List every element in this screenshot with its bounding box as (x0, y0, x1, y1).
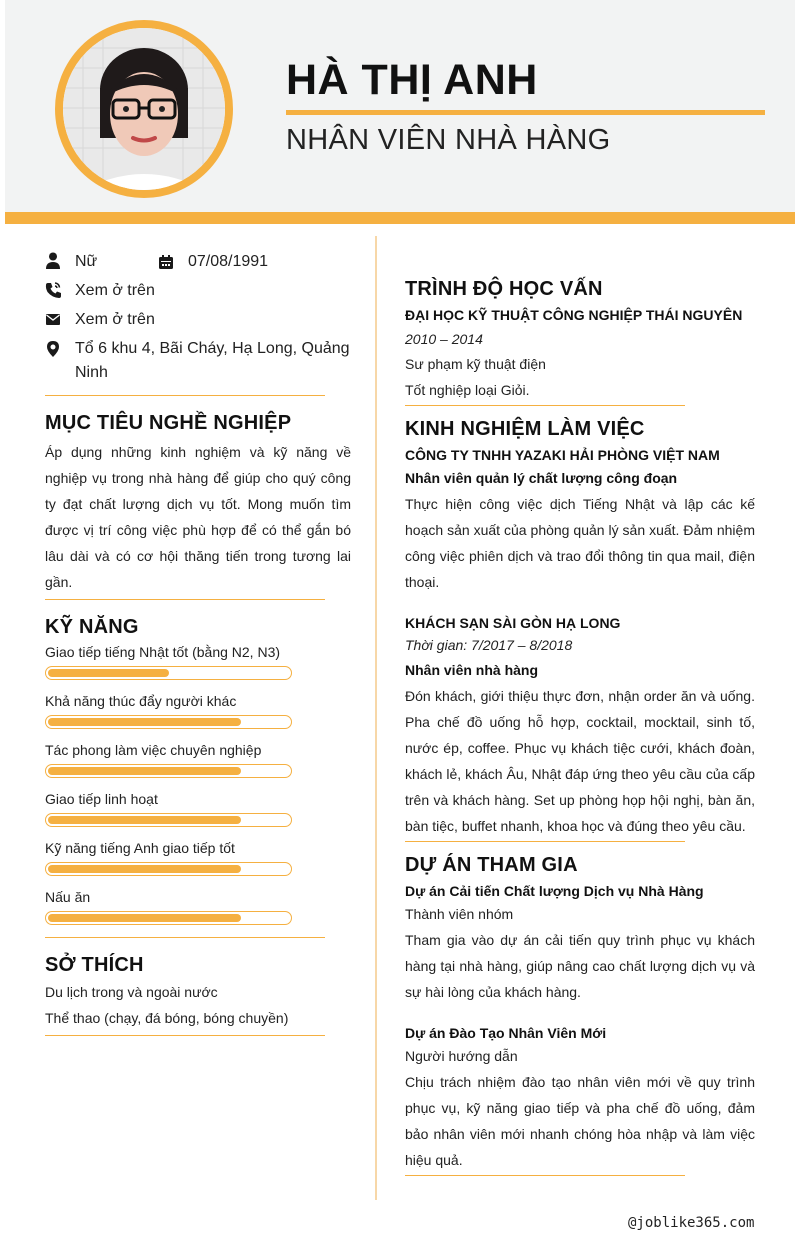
separator (45, 937, 325, 938)
education-period: 2010 – 2014 (405, 331, 483, 347)
phone-icon (45, 281, 61, 299)
envelope-icon (45, 310, 61, 328)
projects-title: DỰ ÁN THAM GIA (405, 854, 578, 876)
job-role: Nhân viên nhà hàng (405, 662, 539, 678)
skill-item (45, 692, 351, 729)
company-name: CÔNG TY TNHH YAZAKI HẢI PHÒNG VIỆT NAM (405, 447, 720, 463)
hobby-item: Thể thao (chạy, đá bóng, bóng chuyền) (45, 1010, 289, 1026)
hobbies-title: SỞ THÍCH (45, 954, 144, 976)
column-divider (375, 236, 377, 1200)
skill-bar (45, 911, 292, 925)
hobby-item: Du lịch trong và ngoài nước (45, 984, 218, 1000)
avatar (55, 20, 233, 198)
separator (45, 395, 325, 396)
skill-bar (45, 862, 292, 876)
phone-row (45, 279, 351, 308)
skill-item (45, 643, 351, 680)
name-underline (286, 110, 765, 115)
skill-bar-fill (48, 816, 241, 824)
job-period: Thời gian: 7/2017 – 8/2018 (405, 637, 573, 653)
skills-title: KỸ NĂNG (45, 616, 139, 638)
gender-value: Nữ (75, 253, 98, 270)
separator (45, 599, 325, 600)
skills-list (45, 643, 351, 925)
email-value: Xem ở trên (75, 311, 155, 328)
skill-item (45, 741, 351, 778)
skill-bar-fill (48, 669, 169, 677)
project-name: Dự án Đào Tạo Nhân Viên Mới (405, 1025, 607, 1041)
skill-bar (45, 715, 292, 729)
education-result: Tốt nghiệp loại Giỏi. (405, 382, 530, 398)
location-pin-icon (45, 340, 61, 358)
skill-bar-fill (48, 767, 241, 775)
project-role: Người hướng dẫn (405, 1048, 518, 1064)
job-description: Thực hiện công việc dịch Tiếng Nhật và lập các kế hoạch sản xuất của phòng quản lý sản xuất. Đảm nhiệm công việc phiên dịch và trao đổi thông tin qua mail, điện thoại. (405, 496, 755, 590)
skill-bar (45, 813, 292, 827)
profile-photo (63, 28, 225, 190)
skill-item (45, 839, 351, 876)
person-icon (45, 252, 61, 270)
left-column (45, 250, 351, 1036)
project-description: Chịu trách nhiệm đào tạo nhân viên mới về quy trình phục vụ, kỹ năng giao tiếp và pha chế đồ uống, đảm bảo nhân viên mới nhanh chóng hòa nhập và làm việc hiệu quả. (405, 1074, 755, 1168)
skill-label: Giao tiếp linh hoạt (45, 791, 158, 807)
skill-bar-fill (48, 865, 241, 873)
objective-text: Áp dụng những kinh nghiệm và kỹ năng về nghiệp vụ trong nhà hàng để giúp cho quý công ty đạt chất lượng dịch vụ tốt. Mong muốn tìm được vị trí công việc phù hợp để có thể gắn bó lâu dài và có cơ hội thăng tiến trong tương lai gần. (45, 444, 351, 590)
gender-dob-row (45, 250, 351, 279)
candidate-name: HÀ THỊ ANH (286, 56, 538, 104)
education-major: Sư phạm kỹ thuật điện (405, 356, 546, 372)
project-name: Dự án Cải tiến Chất lượng Dịch vụ Nhà Hàng (405, 883, 704, 899)
experience-title: KINH NGHIỆM LÀM VIỆC (405, 418, 645, 440)
job-description: Đón khách, giới thiệu thực đơn, nhận order ăn và uống. Pha chế đồ uống hỗ hợp, cocktail, mocktail, sinh tố, nước ép, coffee. Phục vụ khách tiệc cưới, khách đoàn, khách lẻ, khách Âu, Nhật đáp ứng theo yêu cầu của cấp trên và khách hàng. Set up phòng họp hội nghị, bàn ăn, bàn tiệc, buffet nhanh, khoa học và đúng theo yêu cầu. (405, 688, 755, 834)
email-row (45, 308, 351, 337)
company-name: KHÁCH SẠN SÀI GÒN HẠ LONG (405, 615, 621, 631)
skill-label: Giao tiếp tiếng Nhật tốt (bằng N2, N3) (45, 644, 281, 660)
job-title: NHÂN VIÊN NHÀ HÀNG (286, 124, 611, 156)
job-role: Nhân viên quản lý chất lượng công đoạn (405, 470, 678, 486)
school-name: ĐẠI HỌC KỸ THUẬT CÔNG NGHIỆP THÁI NGUYÊN (405, 307, 743, 323)
skill-bar (45, 666, 292, 680)
phone-value: Xem ở trên (75, 282, 155, 299)
skill-bar-fill (48, 718, 241, 726)
skill-label: Nấu ăn (45, 889, 91, 905)
skill-label: Kỹ năng tiếng Anh giao tiếp tốt (45, 840, 235, 856)
separator (405, 841, 685, 842)
skill-item (45, 790, 351, 827)
skill-bar-fill (48, 914, 241, 922)
separator (405, 405, 685, 406)
separator (405, 1175, 685, 1176)
footer-credit: @joblike365.com (628, 1215, 755, 1231)
skill-item (45, 888, 351, 925)
dob-value: 07/08/1991 (188, 253, 269, 270)
education-title: TRÌNH ĐỘ HỌC VẤN (405, 278, 603, 300)
skill-label: Tác phong làm việc chuyên nghiệp (45, 742, 262, 758)
separator (45, 1035, 325, 1036)
address-row (45, 337, 351, 385)
right-column (405, 278, 755, 1176)
header-accent-bar (5, 212, 795, 224)
project-description: Tham gia vào dự án cải tiến quy trình phục vụ khách hàng tại nhà hàng, giúp nâng cao chất lượng dịch vụ và sự hài lòng của khách hàng. (405, 932, 755, 1000)
skill-bar (45, 764, 292, 778)
calendar-icon (158, 254, 174, 270)
project-role: Thành viên nhóm (405, 906, 514, 922)
skill-label: Khả năng thúc đẩy người khác (45, 693, 237, 709)
objective-title: MỤC TIÊU NGHỀ NGHIỆP (45, 412, 292, 434)
address-value: Tổ 6 khu 4, Bãi Cháy, Hạ Long, Quảng Ninh (75, 340, 350, 381)
